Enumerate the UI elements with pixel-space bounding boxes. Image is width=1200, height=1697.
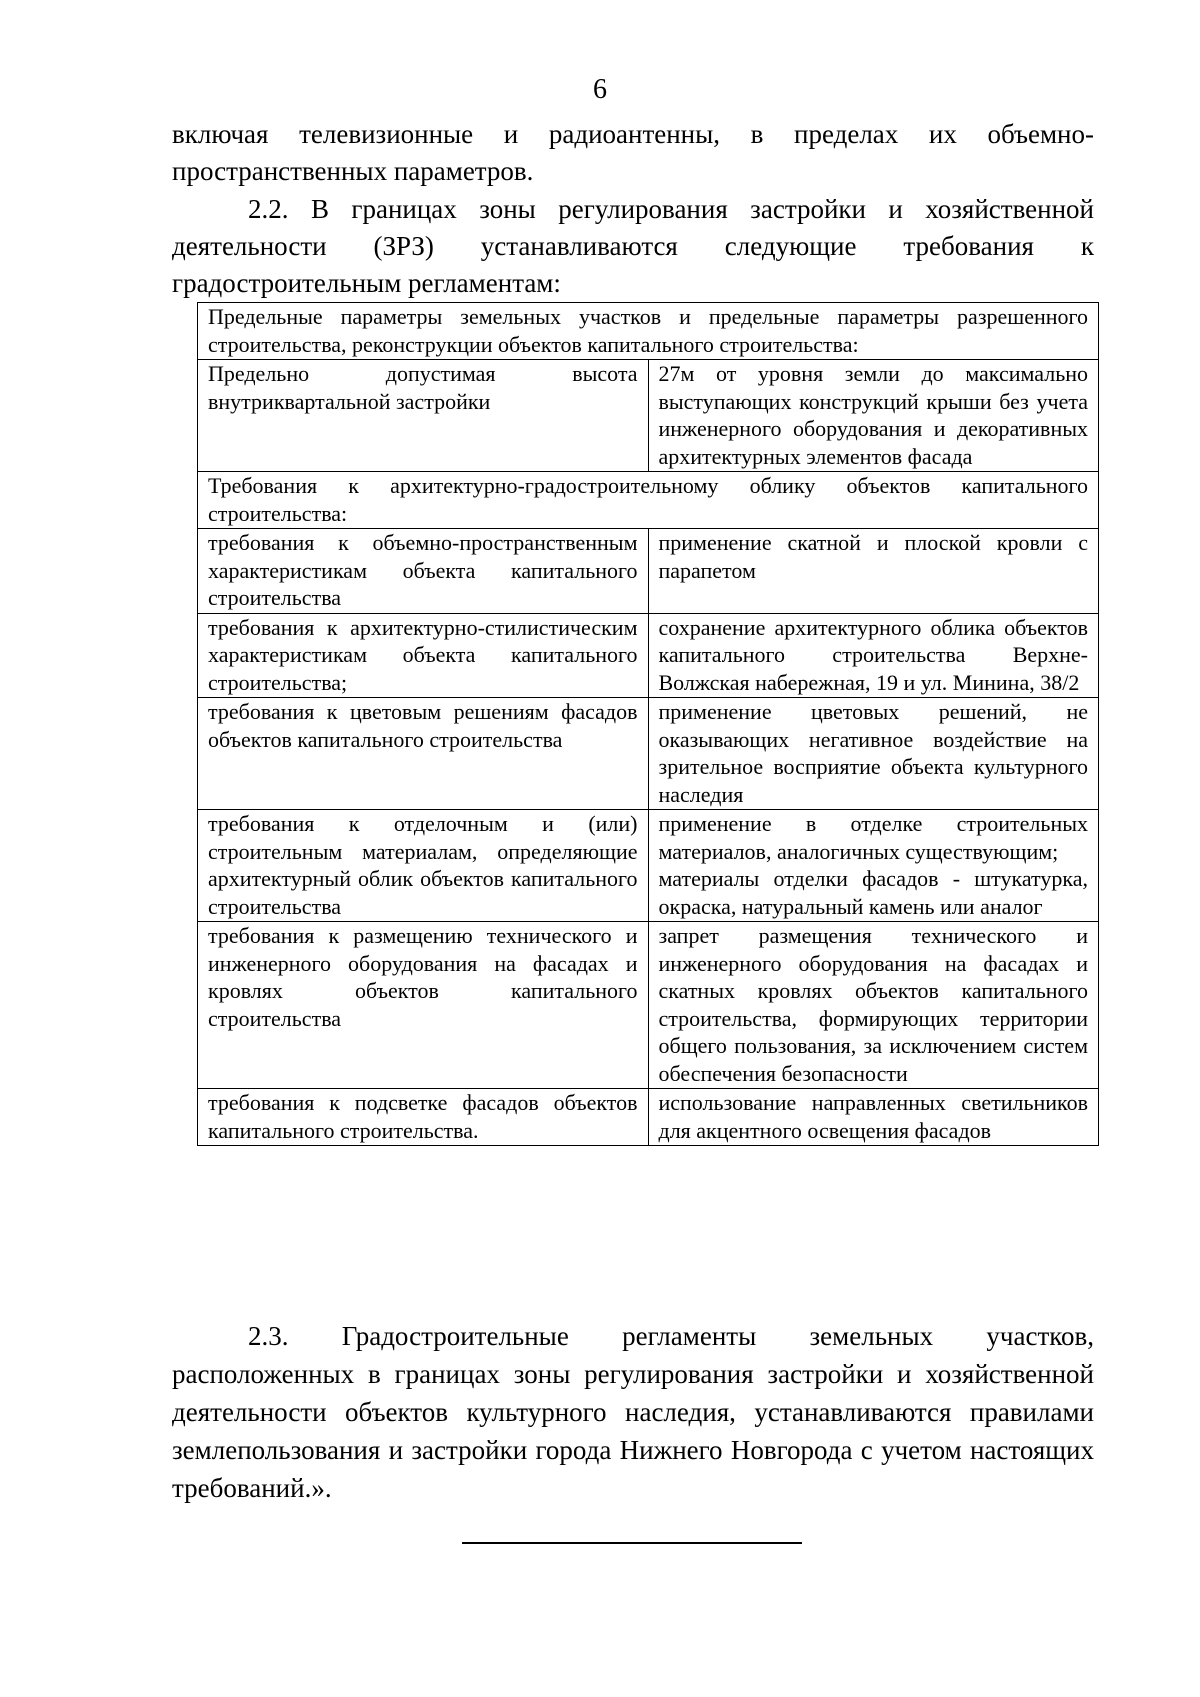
requirement-style: требования к архитектурно-стилистическим характеристикам объекта капитального строительства; <box>198 613 649 698</box>
footer-divider <box>462 1542 802 1544</box>
table-row-header-2 <box>198 472 1099 529</box>
intro-paragraph <box>172 116 1094 190</box>
table-header-limits: Предельные параметры земельных участков и предельные параметры разрешенного строительства, реконструкции объектов капитального строительства: <box>198 303 1099 360</box>
requirement-lighting: требования к подсветке фасадов объектов капитального строительства. <box>198 1089 649 1146</box>
height-requirement: Предельно допустимая высота внутриквартальной застройки <box>198 360 649 472</box>
table-row <box>198 922 1099 1089</box>
table-row <box>198 698 1099 810</box>
section-2-3 <box>172 1317 1094 1507</box>
value-volume: применение скатной и плоской кровли с парапетом <box>648 529 1099 614</box>
value-style: сохранение архитектурного облика объектов капитального строительства Верхне-Волжская набережная, 19 и ул. Минина, 38/2 <box>648 613 1099 698</box>
height-value: 27м от уровня земли до максимально выступающих конструкций крыши без учета инженерного оборудования и декоративных архитектурных элементов фасада <box>648 360 1099 472</box>
table-row <box>198 810 1099 922</box>
requirement-equipment: требования к размещению технического и инженерного оборудования на фасадах и кровлях объектов капитального строительства <box>198 922 649 1089</box>
table-row-height <box>198 360 1099 472</box>
intro-text: включая телевизионные и радиоантенны, в пределах их объемно-пространственных параметров. <box>172 119 1094 186</box>
table-row <box>198 1089 1099 1146</box>
requirement-color: требования к цветовым решениям фасадов объектов капитального строительства <box>198 698 649 810</box>
value-materials-line-2: материалы отделки фасадов - штукатурка, окраска, натуральный камень или аналог <box>658 866 1088 919</box>
table-row-header-1 <box>198 303 1099 360</box>
table-row <box>198 613 1099 698</box>
value-materials <box>648 810 1099 922</box>
value-equipment: запрет размещения технического и инженерного оборудования на фасадах и скатных кровлях объектов капитального строительства, формирующих территории общего пользования, за исключением систем обеспечения безопасности <box>648 922 1099 1089</box>
value-materials-line-1: применение в отделке строительных материалов, аналогичных существующим; <box>658 811 1088 864</box>
table-header-appearance: Требования к архитектурно-градостроительному облику объектов капитального строительства: <box>198 472 1099 529</box>
page-number: 6 <box>593 74 607 105</box>
requirement-volume: требования к объемно-пространственным характеристикам объекта капитального строительства <box>198 529 649 614</box>
section-2-2 <box>172 191 1094 302</box>
regulations-table <box>197 302 1099 1146</box>
requirement-materials: требования к отделочным и (или) строительным материалам, определяющие архитектурный облик объектов капитального строительства <box>198 810 649 922</box>
table-row <box>198 529 1099 614</box>
value-lighting: использование направленных светильников для акцентного освещения фасадов <box>648 1089 1099 1146</box>
section-2-2-text: 2.2. В границах зоны регулирования застройки и хозяйственной деятельности (ЗРЗ) устанавливаются следующие требования к градостроительным регламентам: <box>172 194 1094 298</box>
section-2-3-text: 2.3. Градостроительные регламенты земельных участков, расположенных в границах зоны регулирования застройки и хозяйственной деятельности объектов культурного наследия, устанавливаются правилами землепользования и застройки города Нижнего Новгорода с учетом настоящих требований.». <box>172 1321 1094 1503</box>
value-color: применение цветовых решений, не оказывающих негативное воздействие на зрительное восприятие объекта культурного наследия <box>648 698 1099 810</box>
